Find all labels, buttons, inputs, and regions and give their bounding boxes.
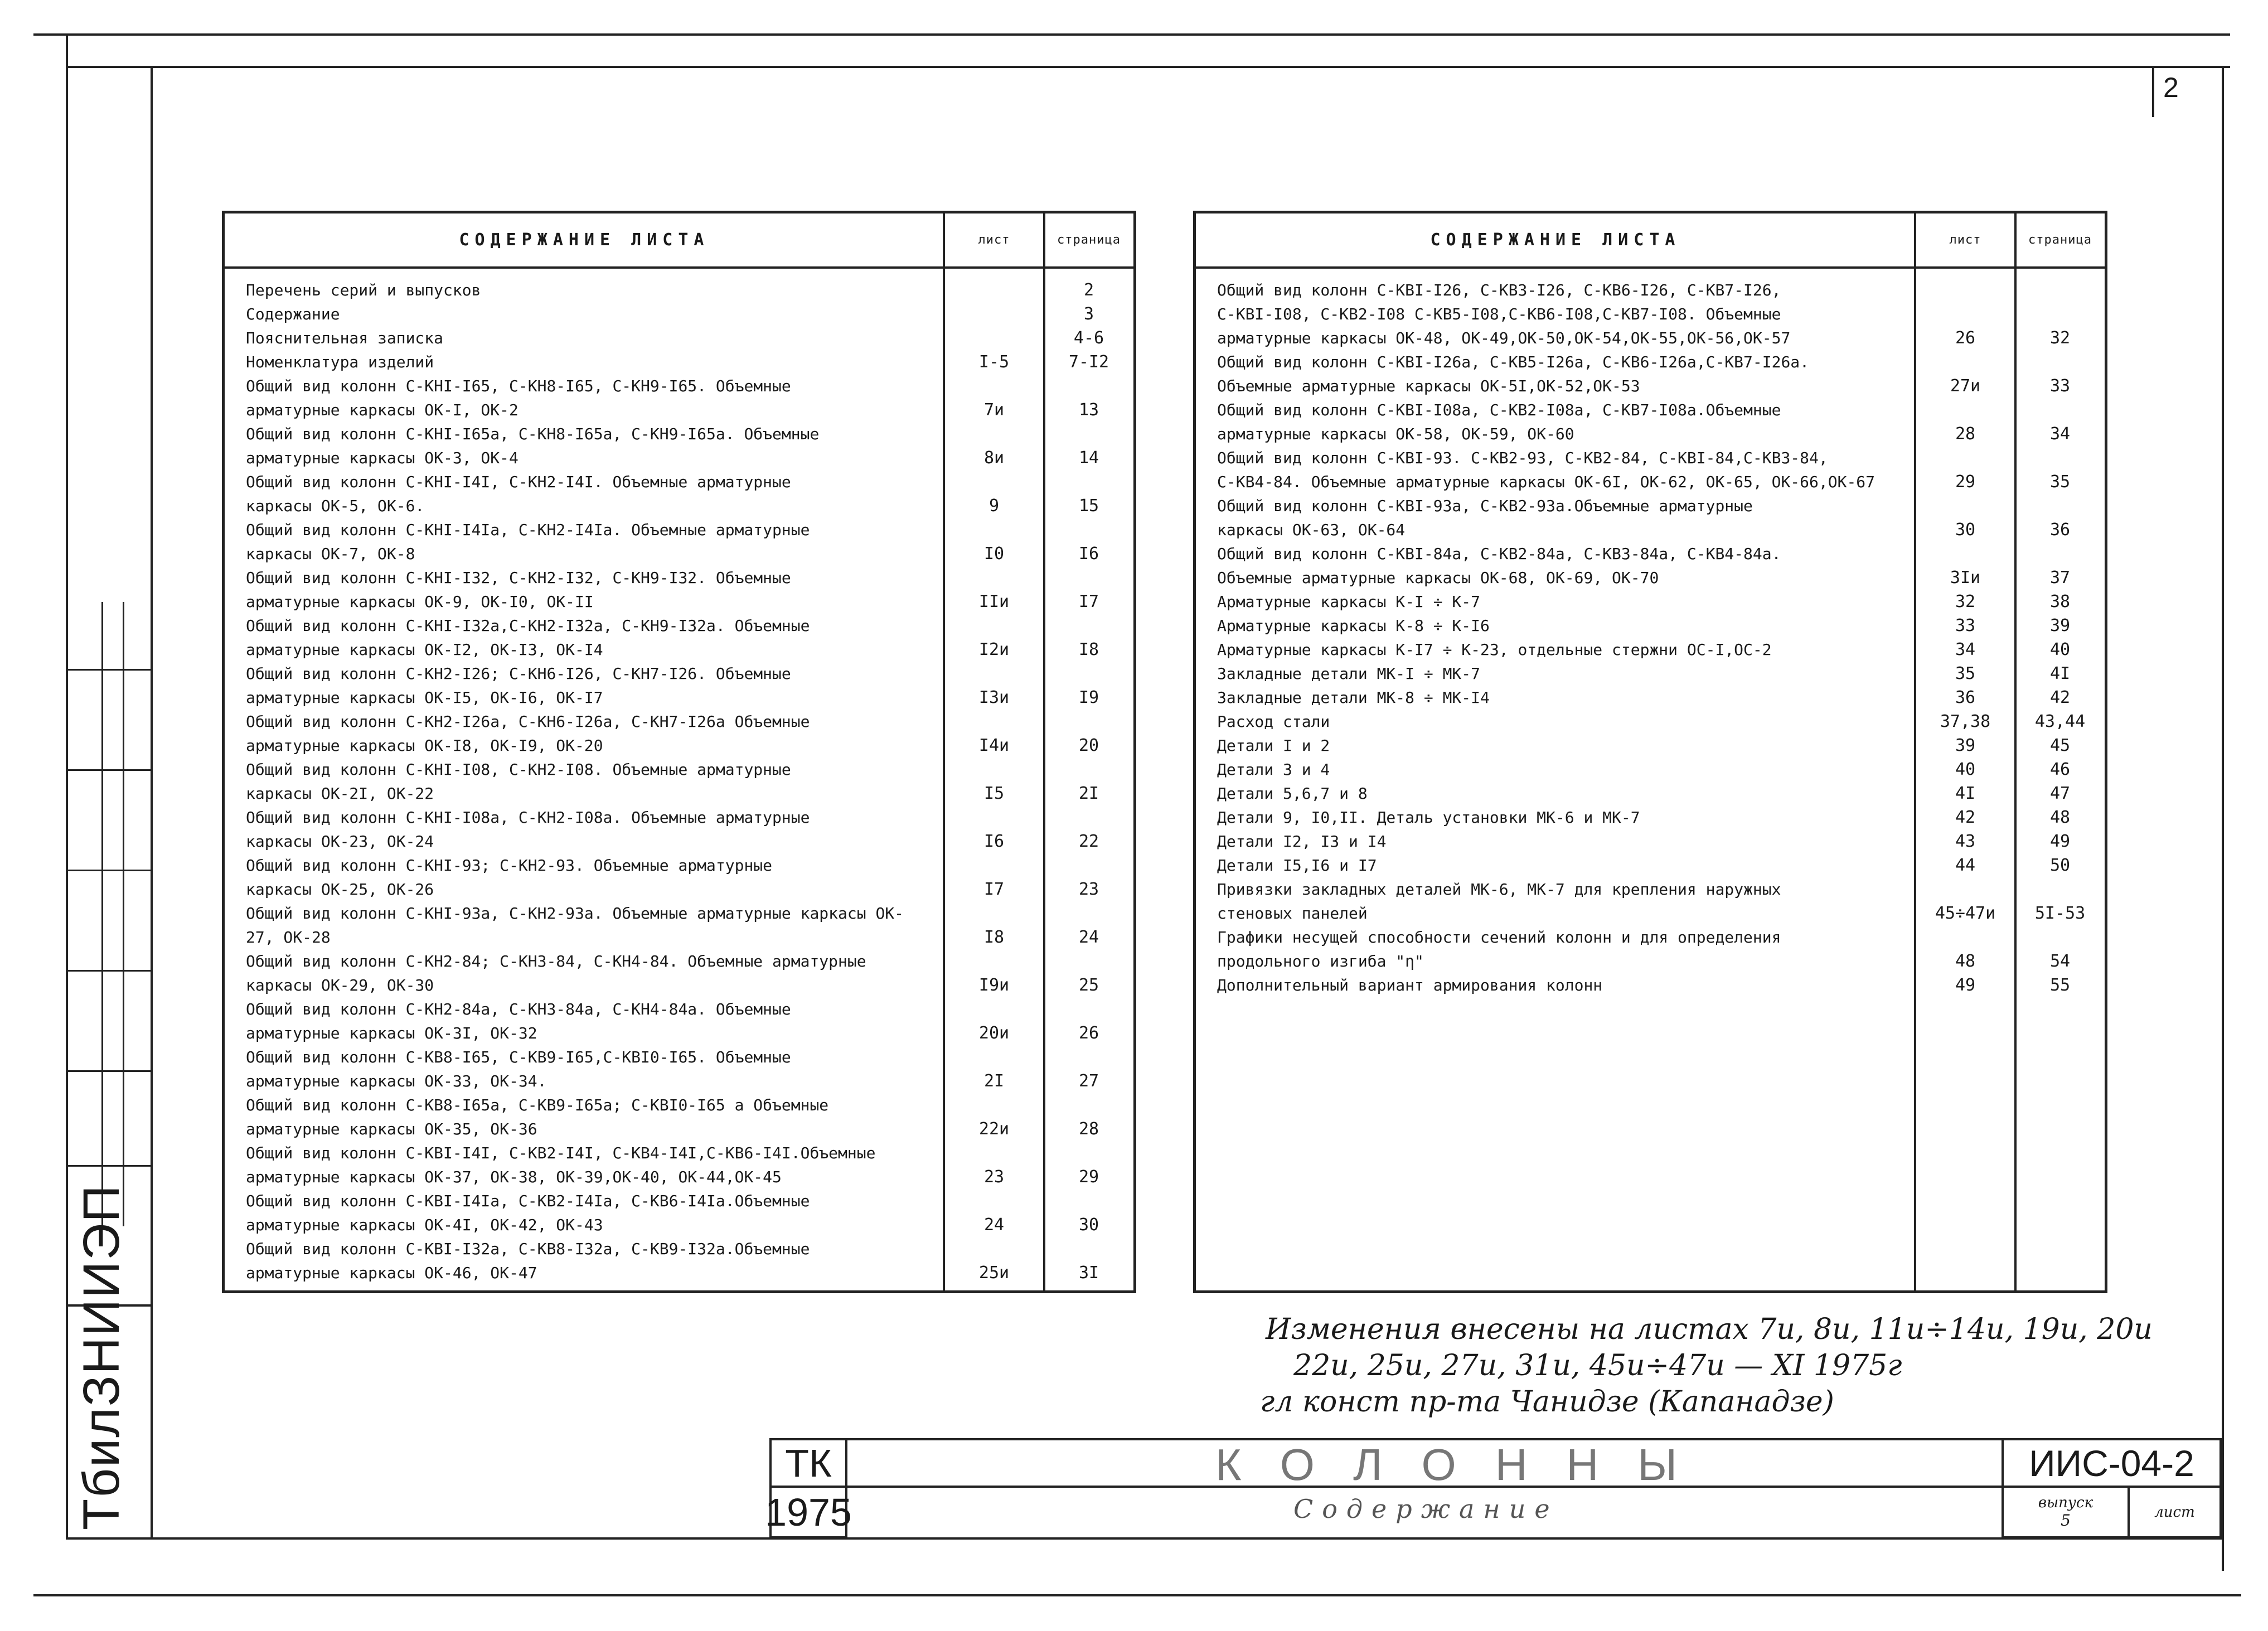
row-description: Детали 9, I0,II. Деталь установки МК-6 и МК-7 [1217,808,1640,827]
row-text-line2: каркасы ОК-7, ОК-8 [246,545,415,563]
row-sheet-number [944,326,1044,350]
issue-box [2002,1486,2130,1538]
row-description [246,758,791,805]
table-row [1196,398,2105,446]
row-text-line1: Общий вид колонн С-КНI-I65а, С-КН8-I65а, С-КН9-I65а. Объемные [246,425,820,443]
table-row [1196,278,2105,302]
row-text-line1: Общий вид колонн С-КНI-93; С-КН2-93. Объемные арматурные [246,856,773,875]
table-row [225,302,1133,326]
row-sheet-number: 44 [1955,856,1976,875]
row-page-number: 40 [2049,640,2071,659]
row-sheet-number: 24 [983,1215,1005,1235]
right-rows [1196,278,2105,997]
row-page-number: 39 [2049,616,2071,635]
row-description: Пояснительная записка [246,329,444,347]
table-header [1196,213,2105,269]
row-text-line1: Общий вид колонн С-КНI-I4I, С-КН2-I4I. Объемные арматурные [246,473,791,491]
row-description [246,470,791,518]
bottom-border-line [33,1594,2241,1596]
row-description: Содержание [246,305,340,323]
row-description [246,805,810,853]
row-sheet-number: 3Iи [1950,568,1981,588]
table-row [225,758,1133,805]
row-page-number: 29 [1078,1167,1099,1187]
top-border-line [33,33,2230,36]
sheet-label: лист [2154,1503,2195,1521]
row-sheet-number: I6 [983,832,1005,851]
row-text-line2: каркасы ОК-63, ОК-64 [1217,521,1406,539]
row-text-line1: Общий вид колонн С-КН2-I26; С-КН6-I26, С-КН7-I26. Объемные [246,664,791,683]
strip-divider [67,669,151,671]
row-description [246,1045,791,1093]
row-text-line2: арматурные каркасы ОК-3, ОК-4 [246,449,518,467]
row-sheet-number: 40 [1955,760,1976,779]
row-page-number: 46 [2049,760,2071,779]
row-description [1217,446,1875,494]
row-text-line1: Графики несущей способности сечений колонн и для определения [1217,928,1781,946]
row-sheet-number: 35 [1955,664,1976,683]
left-margin-line [151,66,153,1537]
row-page-number: 45 [2049,736,2071,755]
table-row [225,805,1133,853]
table-row [225,1045,1133,1093]
inner-top-border-line [67,66,2230,68]
row-page-number: 27 [1078,1071,1099,1091]
table-row [1196,590,2105,614]
table-row [225,278,1133,302]
row-text-line2: арматурные каркасы ОК-48, ОК-49,ОК-50,ОК-54,ОК-55,ОК-56,ОК-57 [1217,329,1791,347]
row-description [246,710,810,758]
side-org-name: ТбилЗНИИЭП [73,1184,130,1530]
row-description [246,1093,828,1141]
row-sheet-number: 43 [1955,832,1976,851]
row-sheet-number: 39 [1955,736,1976,755]
row-description [246,853,772,901]
row-text-line1: Общий вид колонн С-КНI-I32, С-КН2-I32, С-КН9-I32. Объемные [246,569,791,587]
page-number-box-line [2152,67,2154,117]
table-row [1196,638,2105,662]
row-text-line2: арматурные каркасы ОК-4I, ОК-42, ОК-43 [246,1216,603,1234]
row-text-line2: каркасы ОК-2I, ОК-22 [246,784,434,803]
contents-table-left [222,211,1136,1293]
contents-table-right [1193,211,2107,1293]
row-text-line1: Общий вид колонн С-КВI-I4Iа, С-КВ2-I4Iа, С-КВ6-I4Iа.Объемные [246,1192,810,1210]
row-description: Арматурные каркасы К-I7 ÷ К-23, отдельные стержни ОС-I,ОС-2 [1217,640,1772,659]
strip-divider [67,769,151,771]
table-row [1196,758,2105,781]
row-page-number: 24 [1078,928,1099,947]
row-text-line1: Общий вид колонн С-КНI-I4Iа, С-КН2-I4Iа. Объемные арматурные [246,521,810,539]
table-row [225,470,1133,518]
table-row [1196,781,2105,805]
row-text-line2: арматурные каркасы ОК-58, ОК-59, ОК-60 [1217,425,1574,443]
row-page-number: I6 [1078,544,1099,564]
year-box [765,1486,852,1538]
header-page: страница [2028,233,2092,247]
row-sheet-number: I9и [978,975,1010,995]
row-page-number: 22 [1078,832,1099,851]
row-sheet-number: IIи [978,592,1010,611]
row-sheet-number: 49 [1955,975,1976,995]
row-page-number: 35 [2049,472,2071,492]
row-text-line2: арматурные каркасы ОК-9, ОК-I0, ОК-II [246,593,594,611]
row-sheet-number: 30 [1955,520,1976,540]
drawing-subtitle: Содержание [1293,1494,1559,1524]
row-sheet-number: 28 [1955,424,1976,444]
row-description [1217,398,1781,446]
table-row [1196,877,2105,925]
table-row [225,1189,1133,1237]
row-page-number: 4-6 [1073,328,1104,348]
doc-code-box [2002,1438,2222,1488]
row-description: Закладные детали МК-I ÷ МК-7 [1217,664,1481,683]
strip-divider [67,870,151,871]
row-sheet-number: I3и [978,688,1010,707]
row-text-line2: Объемные арматурные каркасы ОК-5I,ОК-52,ОК-53 [1217,377,1640,395]
row-description [246,1237,810,1285]
row-text-line1: Привязки закладных деталей МК-6, МК-7 для крепления наружных [1217,880,1781,899]
header-title: СОДЕРЖАНИЕ ЛИСТА [1430,230,1681,250]
table-row [1196,829,2105,853]
row-sheet-number: 34 [1955,640,1976,659]
row-page-number: 30 [1078,1215,1099,1235]
row-page-number: 2 [1083,280,1094,300]
row-text-line2: арматурные каркасы ОК-I5, ОК-I6, ОК-I7 [246,688,603,707]
row-page-number: 42 [2049,688,2071,707]
row-text-line1: Общий вид колонн С-КН2-84а, С-КН3-84а, С-КН4-84а. Объемные [246,1000,791,1018]
header-sheet: лист [978,233,1010,247]
row-page-number: 13 [1078,400,1099,420]
row-page-number: 33 [2049,376,2071,396]
row-description [246,374,791,422]
row-page-number: 7-I2 [1068,352,1109,372]
row-description: Номенклатура изделий [246,353,434,371]
row-page-number: 32 [2049,328,2071,348]
row-description: Арматурные каркасы К-8 ÷ К-I6 [1217,617,1490,635]
row-text-line2: каркасы ОК-29, ОК-30 [246,976,434,994]
row-page-number: 4I [2049,664,2071,683]
row-page-number: 14 [1078,448,1099,468]
row-page-number: 48 [2049,808,2071,827]
row-text-line2: С-КВ4-84. Объемные арматурные каркасы ОК-6I, ОК-62, ОК-65, ОК-66,ОК-67 [1217,473,1876,491]
row-page-number: I9 [1078,688,1099,707]
revision-note-line2: 22и, 25и, 27и, 31и, 45и÷47и — XI 1975г [1293,1349,1902,1382]
row-text-line2: арматурные каркасы ОК-46, ОК-47 [246,1264,537,1282]
row-page-number: 47 [2049,784,2071,803]
row-sheet-number: 7и [983,400,1005,420]
row-text-line2: арматурные каркасы ОК-I, ОК-2 [246,401,518,419]
table-row [1196,662,2105,686]
row-text-line2: арматурные каркасы ОК-3I, ОК-32 [246,1024,537,1042]
table-row [1196,350,2105,398]
table-header [225,213,1133,269]
row-sheet-number: I7 [983,880,1005,899]
table-row [1196,302,2105,350]
frame-bottom-line [66,1537,2223,1540]
row-description [246,422,819,470]
row-description: Дополнительный вариант армирования колонн [1217,976,1603,994]
row-sheet-number: I4и [978,736,1010,755]
table-row [225,1237,1133,1285]
row-page-number: 55 [2049,975,2071,995]
drawing-title: КОЛОННЫ [1215,1440,1717,1489]
row-sheet-number: 25и [978,1263,1010,1283]
header-sheet: лист [1949,233,1981,247]
row-sheet-number: 29 [1955,472,1976,492]
year: 1975 [765,1490,852,1534]
row-text-line1: Общий вид колонн С-КВI-93. С-КВ2-93, С-КВ2-84, С-КВI-84,С-КВ3-84, [1217,449,1828,467]
row-text-line1: Общий вид колонн С-КНI-I32а,С-КН2-I32а, С-КН9-I32а. Объемные [246,617,810,635]
row-page-number: 3I [1078,1263,1099,1283]
row-text-line2: каркасы ОК-25, ОК-26 [246,880,434,899]
row-description: Расход стали [1217,712,1330,731]
row-text-line1: Общий вид колонн С-КНI-I65, С-КН8-I65, С-КН9-I65. Объемные [246,377,791,395]
row-text-line2: арматурные каркасы ОК-33, ОК-34. [246,1072,547,1090]
row-sheet-number: 42 [1955,808,1976,827]
row-description [246,662,791,710]
row-sheet-number: 32 [1955,592,1976,611]
table-row [225,949,1133,997]
row-text-line2: Объемные арматурные каркасы ОК-68, ОК-69, ОК-70 [1217,569,1659,587]
row-text-line1: Общий вид колонн С-КВI-I26а, С-КВ5-I26а, С-КВ6-I26а,С-КВ7-I26а. [1217,353,1810,371]
page-number: 2 [2163,72,2179,103]
row-description: Закладные детали МК-8 ÷ МК-I4 [1217,688,1490,707]
row-page-number: 37 [2049,568,2071,588]
table-row [225,374,1133,422]
approval-strip [67,602,151,1226]
row-text-line1: Общий вид колонн С-КВI-93а, С-КВ2-93а.Объемные арматурные [1217,497,1753,515]
row-page-number: 49 [2049,832,2071,851]
row-sheet-number: I2и [978,640,1010,659]
row-sheet-number: 26 [1955,328,1976,348]
table-row [225,350,1133,374]
strip-divider [67,1070,151,1072]
row-text-line1: Общий вид колонн С-КНI-I08а, С-КН2-I08а. Объемные арматурные [246,808,810,827]
row-text-line1: Общий вид колонн С-КНI-93а, С-КН2-93а. Объемные арматурные каркасы ОК- [246,904,904,923]
row-sheet-number: 2I [983,1071,1005,1091]
row-description [246,566,791,614]
row-sheet-number: 20и [978,1023,1010,1043]
row-sheet-number: 45÷47и [1935,904,1996,923]
row-text-line2: 27, ОК-28 [246,928,331,946]
strip-divider [101,602,103,1226]
row-page-number: 5I-53 [2034,904,2086,923]
row-page-number: 15 [1078,496,1099,516]
row-description: Детали 3 и 4 [1217,760,1330,779]
row-text-line1: Общий вид колонн С-КВ8-I65, С-КВ9-I65,С-КВI0-I65. Объемные [246,1048,791,1066]
row-page-number: 25 [1078,975,1099,995]
row-description: Детали I2, I3 и I4 [1217,832,1387,851]
row-page-number: 36 [2049,520,2071,540]
row-text-line1: Общий вид колонн С-КН2-I26а, С-КН6-I26а, С-КН7-I26а Объемные [246,712,810,731]
row-description [1217,494,1753,542]
table-row [225,566,1133,614]
table-row [225,710,1133,758]
row-text-line2: каркасы ОК-5, ОК-6. [246,497,425,515]
table-row [225,997,1133,1045]
table-row [225,1093,1133,1141]
row-text-line2: арматурные каркасы ОК-I2, ОК-I3, ОК-I4 [246,640,603,659]
row-page-number: 20 [1078,736,1099,755]
row-text-line1: Общий вид колонн С-КН2-84; С-КН3-84, С-КН4-84. Объемные арматурные [246,952,866,970]
org-code-box [769,1438,847,1488]
row-description [246,997,791,1045]
row-sheet-number: 8и [983,448,1005,468]
row-sheet-number: I0 [983,544,1005,564]
row-sheet-number: I8 [983,928,1005,947]
table-row [1196,686,2105,710]
row-text-line1: Общий вид колонн С-КВI-I08а, С-КВ2-I08а, С-КВ7-I08а.Объемные [1217,401,1781,419]
row-description [246,518,810,566]
strip-divider [67,1165,151,1167]
row-text-line2: продольного изгиба "η" [1217,952,1424,970]
row-description: Детали 5,6,7 и 8 [1217,784,1368,803]
row-description [1217,302,1790,350]
row-sheet-number: 23 [983,1167,1005,1187]
row-description [246,1189,810,1237]
row-description [246,901,904,949]
row-sheet-number: I5 [983,784,1005,803]
row-text-line1: Общий вид колонн С-КВI-84а, С-КВ2-84а, С-КВ3-84а, С-КВ4-84а. [1217,545,1781,563]
row-page-number: 38 [2049,592,2071,611]
row-text-line1: Общий вид колонн С-КВI-I32а, С-КВ8-I32а, С-КВ9-I32а.Объемные [246,1240,810,1258]
row-description [246,1141,875,1189]
row-page-number: 54 [2049,952,2071,971]
row-description [1217,542,1781,590]
table-row [1196,494,2105,542]
header-title: СОДЕРЖАНИЕ ЛИСТА [459,230,710,250]
table-row [1196,614,2105,638]
table-row [225,901,1133,949]
row-text-line2: стеновых панелей [1217,904,1368,923]
row-sheet-number: 37,38 [1940,712,1991,731]
table-row [1196,853,2105,877]
row-description [1217,350,1809,398]
row-description [246,949,866,997]
row-page-number: 3 [1083,304,1094,324]
revision-note-line3: гл конст пр-та Чанидзе (Капанадзе) [1260,1385,1834,1419]
row-text-line2: арматурные каркасы ОК-35, ОК-36 [246,1120,537,1138]
table-row [1196,446,2105,494]
table-row [1196,542,2105,590]
row-description [1217,925,1781,973]
row-sheet-number: 9 [988,496,1000,516]
right-border-line [2222,66,2224,1571]
table-row [225,422,1133,470]
row-sheet-number: 4I [1955,784,1976,803]
table-row [225,326,1133,350]
org-code: ТК [785,1441,832,1485]
row-sheet-number: 36 [1955,688,1976,707]
row-sheet-number: 27и [1950,376,1981,396]
doc-code: ИИС-04-2 [2029,1442,2194,1484]
header-page: страница [1057,233,1121,247]
row-text-line1: Общий вид колонн С-КНI-I08, С-КН2-I08. Объемные арматурные [246,760,791,779]
row-text-line2: каркасы ОК-23, ОК-24 [246,832,434,851]
row-sheet-number: 33 [1955,616,1976,635]
row-description: Детали I и 2 [1217,736,1330,755]
table-row [225,614,1133,662]
row-sheet-number: 22и [978,1119,1010,1139]
row-page-number: 28 [1078,1119,1099,1139]
row-text-line1: Общий вид колонн С-КВI-I4I, С-КВ2-I4I, С-КВ4-I4I,С-КВ6-I4I.Объемные [246,1144,876,1162]
table-row [225,1141,1133,1189]
issue-value: 5 [2061,1511,2071,1530]
table-row [1196,805,2105,829]
row-description [1217,877,1781,925]
table-row [1196,710,2105,734]
table-row [1196,925,2105,973]
table-row [1196,734,2105,758]
strip-divider [123,602,124,1226]
strip-divider [67,970,151,972]
row-page-number: 50 [2049,856,2071,875]
row-sheet-number: I-5 [978,352,1010,372]
row-page-number: 23 [1078,880,1099,899]
row-description [246,614,810,662]
row-page-number: 43,44 [2034,712,2086,731]
row-text-line1: Общий вид колонн С-КВ8-I65а, С-КВ9-I65а; С-КВI0-I65 а Объемные [246,1096,829,1114]
sheet-box [2128,1486,2222,1538]
row-description: Перечень серий и выпусков [246,281,481,299]
table-row [225,662,1133,710]
left-rows [225,278,1133,1285]
row-page-number: 34 [2049,424,2071,444]
table-row [1196,973,2105,997]
row-sheet-number: 48 [1955,952,1976,971]
row-page-number: I7 [1078,592,1099,611]
row-sheet-number [944,278,1044,302]
row-description: Общий вид колонн С-КВI-I26, С-КВ3-I26, С-КВ6-I26, С-КВ7-I26, [1217,281,1781,299]
row-sheet-number [944,302,1044,326]
row-page-number: I8 [1078,640,1099,659]
row-text-line2: арматурные каркасы ОК-37, ОК-38, ОК-39,ОК-40, ОК-44,ОК-45 [246,1168,782,1186]
row-description: Детали I5,I6 и I7 [1217,856,1377,875]
table-row [225,518,1133,566]
row-description: Арматурные каркасы К-I ÷ К-7 [1217,593,1481,611]
table-row [225,853,1133,901]
issue-label: выпуск [2038,1494,2093,1511]
revision-note-line1: Изменения внесены на листах 7и, 8и, 11и÷14и, 19и, 20и [1266,1313,2153,1346]
row-text-line2: арматурные каркасы ОК-I8, ОК-I9, ОК-20 [246,736,603,755]
row-page-number: 2I [1078,784,1099,803]
row-text-line1: С-КВI-I08, С-КВ2-I08 С-КВ5-I08,С-КВ6-I08,С-КВ7-I08. Объемные [1217,305,1781,323]
row-page-number: 26 [1078,1023,1099,1043]
